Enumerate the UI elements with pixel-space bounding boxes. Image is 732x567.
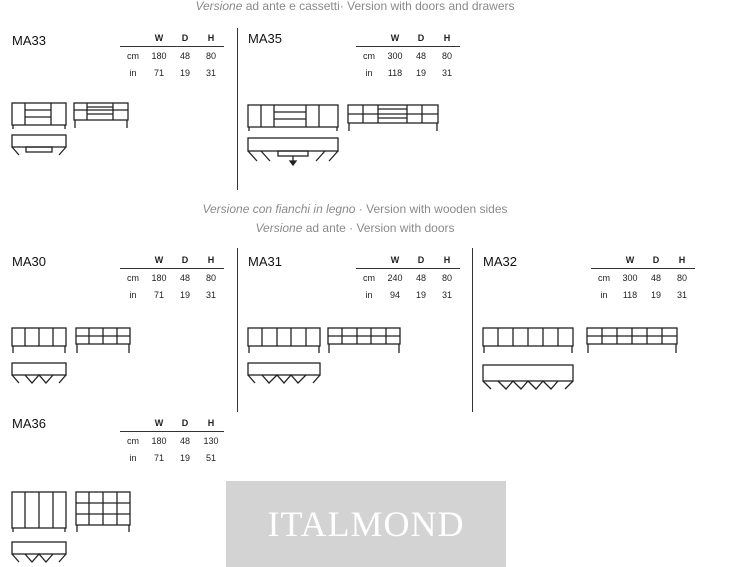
- side-view-ma31: [327, 327, 401, 355]
- model-ma33-name: MA33: [12, 33, 46, 48]
- spec-table-ma32: W D H cm 300 48 80 in 118 19 31: [591, 251, 695, 303]
- model-ma35-name: MA35: [248, 31, 282, 46]
- front-view-ma36: [11, 491, 67, 533]
- spec-table-ma30: W D H cm 180 48 80 in 71 19 31: [120, 251, 224, 303]
- model-ma30-name: MA30: [12, 254, 46, 269]
- side-view-ma30: [75, 327, 131, 355]
- side-view-ma32: [586, 327, 678, 355]
- front-view-ma30: [11, 327, 67, 355]
- side-view-ma36: [75, 491, 131, 533]
- divider: [472, 248, 473, 412]
- front-view-ma31: [247, 327, 321, 355]
- spec-table-ma35: W D H cm 300 48 80 in 118 19 31: [356, 29, 460, 81]
- plan-view-ma35: [247, 137, 339, 167]
- plan-view-ma30: [11, 362, 67, 386]
- spec-table-ma33: W D H cm 180 48 80 in 71 19 31: [120, 29, 224, 81]
- model-ma31-name: MA31: [248, 254, 282, 269]
- divider: [237, 28, 238, 190]
- plan-view-ma32: [482, 364, 574, 392]
- side-view-ma33: [73, 102, 129, 130]
- spec-table-ma31: W D H cm 240 48 80 in 94 19 31: [356, 251, 460, 303]
- caption-doors: Versione ad ante · Version with doors: [255, 221, 455, 235]
- model-ma36-name: MA36: [12, 416, 46, 431]
- spec-table-ma36: W D H cm 180 48 130 in 71 19 51: [120, 414, 224, 466]
- plan-view-ma36: [11, 541, 67, 567]
- caption-doors-drawers: Versione ad ante e cassetti· Version with doors and drawers: [195, 0, 515, 13]
- italmond-logo: ITALMOND: [226, 481, 506, 567]
- front-view-ma33: [11, 102, 67, 130]
- plan-view-ma31: [247, 362, 321, 386]
- caption-wooden-sides: Versione con fianchi in legno · Version with wooden sides: [202, 202, 508, 216]
- plan-view-ma33: [11, 134, 67, 158]
- front-view-ma35: [247, 104, 339, 132]
- divider: [237, 248, 238, 412]
- front-view-ma32: [482, 327, 574, 355]
- side-view-ma35: [347, 104, 439, 132]
- model-ma32-name: MA32: [483, 254, 517, 269]
